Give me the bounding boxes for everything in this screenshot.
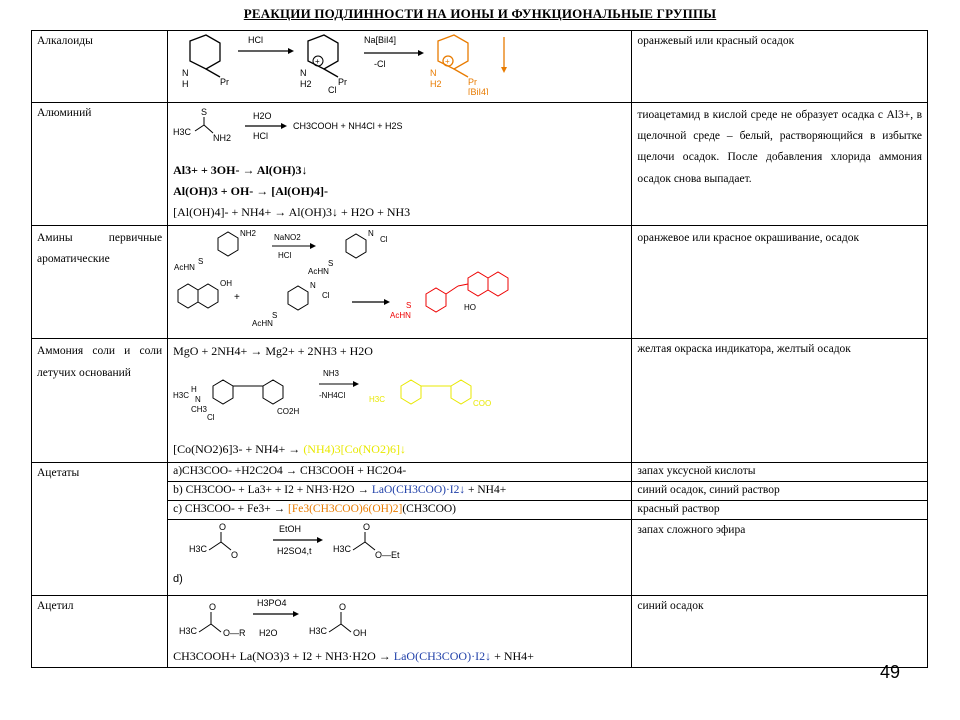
row-result-amines: оранжевое или красное окрашивание, осадок <box>632 225 928 339</box>
svg-text:H3C: H3C <box>173 391 190 401</box>
svg-text:AcHN: AcHN <box>174 262 196 272</box>
svg-text:O: O <box>363 521 371 532</box>
svg-text:O: O <box>339 601 347 612</box>
n1-label: N <box>182 68 189 78</box>
svg-text:O—Et: O—Et <box>375 549 400 560</box>
svg-text:Pr: Pr <box>220 77 230 87</box>
svg-text:HCl: HCl <box>248 35 264 45</box>
page-number: 49 <box>879 662 900 682</box>
svg-text:CO2H: CO2H <box>277 407 300 417</box>
svg-text:N: N <box>195 395 201 405</box>
alkaloids-scheme <box>168 31 632 103</box>
thioacetamide-reaction <box>173 105 613 153</box>
acetyl-scheme <box>168 595 632 668</box>
aluminium-eq3: [Al(OH)4]- + NH4+ → Al(OH)3↓ + H2O + NH3 <box>173 204 411 219</box>
svg-text:AcHN: AcHN <box>252 318 274 328</box>
alkaloids-reaction-scheme <box>168 31 624 95</box>
svg-text:-NH4Cl: -NH4Cl <box>319 391 346 401</box>
table-row-aluminium <box>32 102 928 225</box>
svg-text:H2: H2 <box>300 79 312 89</box>
svg-text:H: H <box>182 79 189 89</box>
indicator-reaction <box>173 362 613 432</box>
svg-text:OH: OH <box>353 627 367 638</box>
page-title: РЕАКЦИИ ПОДЛИННОСТИ НА ИОНЫ И ФУНКЦИОНАЛЬНЫЕ ГРУППЫ <box>243 6 717 21</box>
svg-text:H3C: H3C <box>179 625 198 636</box>
svg-text:EtOH: EtOH <box>279 523 302 534</box>
svg-text:O: O <box>219 521 227 532</box>
svg-text:H3C: H3C <box>189 543 208 554</box>
table-row-acetates-a <box>32 463 928 482</box>
svg-text:HCl: HCl <box>278 250 292 260</box>
acetates-b-result: синий осадок, синий раствор <box>632 482 928 501</box>
svg-text:[BiI4]: [BiI4] <box>468 87 489 95</box>
row-name-acetyl: Ацетил <box>32 595 168 668</box>
svg-text:Na[BiI4]: Na[BiI4] <box>364 35 397 45</box>
svg-text:O: O <box>231 549 239 560</box>
table-row-alkaloids <box>32 31 928 103</box>
svg-text:O: O <box>209 601 217 612</box>
svg-text:AcHN: AcHN <box>308 266 330 276</box>
svg-text:Pr: Pr <box>468 77 478 87</box>
svg-text:d): d) <box>173 572 183 585</box>
row-result-acetyl: синий осадок <box>632 595 928 668</box>
svg-text:+: + <box>445 57 450 66</box>
svg-text:NH3: NH3 <box>323 369 340 379</box>
row-name-aluminium: Алюминий <box>32 102 168 225</box>
ammonium-eq1: MgO + 2NH4+ → Mg2+ + 2NH3 + H2O <box>173 344 373 359</box>
svg-text:N: N <box>368 228 374 238</box>
svg-text:H2SO4,t: H2SO4,t <box>277 545 312 556</box>
svg-text:CH3COOH + NH4Cl + H2S: CH3COOH + NH4Cl + H2S <box>293 120 403 131</box>
acetates-c-eq: c) CH3COO- + Fe3+ → [Fe3(CH3COO)6(OH)2](CH3COO) <box>168 500 632 519</box>
svg-text:Pr: Pr <box>338 77 348 87</box>
row-result-alkaloids: оранжевый или красный осадок <box>632 31 928 103</box>
svg-text:+: + <box>315 57 320 66</box>
acetates-d-scheme <box>168 519 632 595</box>
svg-text:HO: HO <box>464 302 477 312</box>
row-result-ammonium: желтая окраска индикатора, желтый осадок <box>632 339 928 463</box>
row-name-ammonium: Аммония соли и соли летучих оснований <box>32 339 168 463</box>
acetyl-hydrolysis-scheme <box>173 596 613 640</box>
svg-text:NH2: NH2 <box>240 228 257 238</box>
svg-text:N: N <box>300 68 307 78</box>
svg-text:S: S <box>328 258 334 268</box>
row-name-amines: Амины первичные ароматические <box>32 225 168 339</box>
acetates-b-eq: b) CH3COO- + La3+ + I2 + NH3·H2O → LaO(CH3COO)·I2↓ + NH4+ <box>168 482 632 501</box>
svg-text:S: S <box>272 310 278 320</box>
row-name-acetates: Ацетаты <box>32 463 168 595</box>
amines-scheme <box>168 225 632 339</box>
aluminium-eq2: Al(OH)3 + OH- → [Al(OH)4]- <box>173 183 328 198</box>
svg-text:NaNO2: NaNO2 <box>274 232 301 242</box>
svg-text:H2: H2 <box>430 79 442 89</box>
ammonium-scheme <box>168 339 632 463</box>
reactions-table <box>31 30 928 668</box>
svg-text:+: + <box>234 291 240 303</box>
svg-text:H3PO4: H3PO4 <box>257 597 287 608</box>
svg-text:Cl: Cl <box>380 234 388 244</box>
svg-text:H2O: H2O <box>253 110 272 121</box>
svg-text:N: N <box>310 280 316 290</box>
row-result-aluminium: тиоацетамид в кислой среде не образует осадка с Al3+, в щелочной среде – белый, растворяющийся в избытке щелочи осадок. После добавления хлорида аммония осадок снова выпадает. <box>632 102 928 225</box>
svg-text:NH2: NH2 <box>213 132 232 143</box>
table-row-ammonium <box>32 339 928 463</box>
acetates-c-result: красный раствор <box>632 500 928 519</box>
acetates-d-result: запах сложного эфира <box>632 519 928 595</box>
svg-text:S: S <box>406 300 412 310</box>
aluminium-eq1: Al3+ + 3OH- → Al(OH)3↓ <box>173 162 308 177</box>
svg-text:N: N <box>430 68 437 78</box>
svg-text:Cl: Cl <box>328 85 337 95</box>
svg-text:H3C: H3C <box>309 625 328 636</box>
svg-text:CH3: CH3 <box>191 405 208 415</box>
ammonium-eq2: [Co(NO2)6]3- + NH4+ → (NH4)3[Co(NO2)6]↓ <box>173 442 406 457</box>
svg-text:AcHN: AcHN <box>390 310 412 320</box>
aluminium-scheme <box>168 102 632 225</box>
diazotization-scheme <box>168 226 624 332</box>
svg-text:Cl: Cl <box>207 413 215 423</box>
svg-text:H3C: H3C <box>333 543 352 554</box>
acetates-a-result: запах уксусной кислоты <box>632 463 928 482</box>
svg-text:HCl: HCl <box>253 130 269 141</box>
svg-text:Cl: Cl <box>322 290 330 300</box>
svg-text:H3C: H3C <box>173 126 192 137</box>
svg-text:-Cl: -Cl <box>374 59 386 69</box>
svg-text:OH: OH <box>220 278 233 288</box>
svg-text:S: S <box>201 106 208 117</box>
svg-text:O—R: O—R <box>223 627 246 638</box>
esterification-scheme <box>173 520 613 588</box>
row-name-alkaloids: Алкалоиды <box>32 31 168 103</box>
acetyl-eq: CH3COOH+ La(NO3)3 + I2 + NH3·H2O → LaO(CH3COO)·I2↓ + NH4+ <box>173 649 534 664</box>
svg-text:H3C: H3C <box>369 395 386 405</box>
acetates-a-eq: a)CH3COO- +H2C2O4 → CH3COOH + HC2O4- <box>168 463 632 482</box>
svg-text:H2O: H2O <box>259 627 278 638</box>
table-row-amines <box>32 225 928 339</box>
svg-text:S: S <box>198 256 204 266</box>
svg-text:COO: COO <box>473 399 492 409</box>
table-row-acetyl <box>32 595 928 668</box>
svg-text:H: H <box>191 385 197 395</box>
